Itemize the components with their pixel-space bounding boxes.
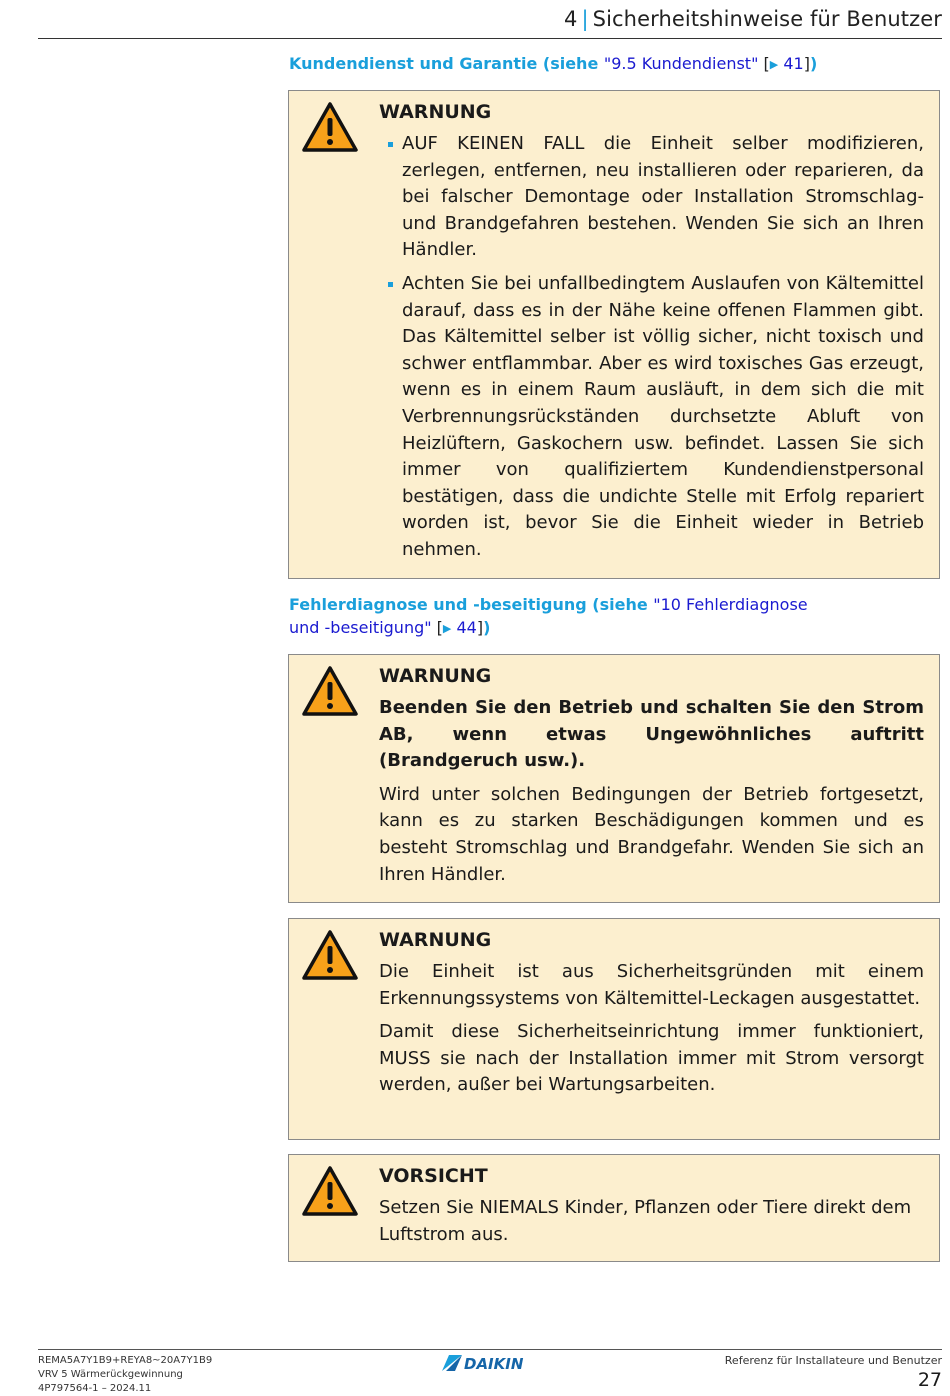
caution-text: Setzen Sie NIEMALS Kinder, Pflanzen oder Tiere direkt dem Luftstrom aus. [379,1197,912,1245]
daikin-logo [440,1354,540,1372]
page-marker-icon: ▶ [442,622,452,635]
bracket-open: [ [758,54,770,73]
warning-instruction: Beenden Sie den Betrieb und schalten Sie den Strom AB, wenn etwas Ungewöhnliches auftritt (Brandgeruch usw.). [379,697,924,772]
cross-reference-link[interactable]: "10 Fehlerdiagnose und -beseitigung" [289,595,808,637]
chapter-title: Sicherheitshinweise für Benutzer [592,7,942,31]
chapter-separator: | [581,7,589,31]
page-reference-link[interactable]: 41 [778,54,804,73]
page-number: 27 [917,1369,942,1391]
paren-close: ) [809,54,818,73]
warning-text: Die Einheit ist aus Sicherheitsgründen mit einem Erkennungssystems von Kältemittel-Leckagen ausgestattet. [379,961,924,1009]
heading-text: Kundendienst und Garantie (siehe [289,54,604,73]
warning-title: WARNUNG [379,665,492,687]
warning-title: WARNUNG [379,101,492,123]
warning-triangle-icon [301,665,359,717]
footer-document-info [38,1354,212,1396]
warning-title: WARNUNG [379,929,492,951]
caution-box [288,1154,940,1262]
section-heading-kundendienst [289,52,849,76]
header-title [564,7,942,31]
cross-reference-link[interactable]: "9.5 Kundendienst" [603,54,759,73]
chapter-number: 4 [564,7,578,31]
warning-triangle-icon [301,929,359,981]
product-name: VRV 5 Wärmerückgewinnung [38,1369,183,1380]
warning-triangle-icon [301,101,359,153]
warning-box [288,918,940,1140]
model-numbers: REMA5A7Y1B9+REYA8~20A7Y1B9 [38,1355,213,1366]
list-item: Achten Sie bei unfallbedingtem Auslaufen von Kältemittel darauf, dass es in der Nähe keine offenen Flammen gibt. Das Kältemittel selber ist völlig sicher, nicht toxisch und schwer entflammbar. Aber es wird toxisches Gas erzeugt, wenn es in einem Raum ausläuft, in dem sich die mit Verbrennungsrückständen durchsetzte Abluft von Heizlüftern, Gaskochern usw. befindet. Lassen Sie sich immer von qualifiziertem Kundendienstpersonal bestätigen, dass die undichte Stelle mit Erfolg repariert worden ist, bevor Sie die Einheit wieder in Betrieb nehmen. [379,271,924,564]
paren-close: ) [483,618,491,637]
bracket-close: ] [803,54,810,73]
caution-title: VORSICHT [379,1165,488,1187]
document-type: Referenz für Installateure und Benutzer [724,1354,942,1367]
bracket-close: ] [476,618,484,637]
list-item: AUF KEINEN FALL die Einheit selber modifizieren, zerlegen, entfernen, neu installieren oder reparieren, da bei falscher Demontage oder Installation Stromschlag- und Brandgefahren bestehen. Wenden Sie sich an Ihren Händler. [379,131,924,264]
footer-divider [38,1349,942,1350]
page-reference-link[interactable]: 44 [451,618,477,637]
page-marker-icon: ▶ [769,58,779,71]
warning-text: Damit diese Sicherheitseinrichtung immer funktioniert, MUSS sie nach der Installation immer mit Strom versorgt werden, außer bei Wartungsarbeiten. [379,1021,924,1096]
page-header [38,0,942,39]
section-heading-fehlerdiagnose [289,593,809,640]
warning-box [288,654,940,903]
bracket-open: [ [431,618,443,637]
heading-text: Fehlerdiagnose und -beseitigung (siehe [289,595,654,614]
warning-triangle-icon [301,1165,359,1217]
logo-text: DAIKIN [464,1355,524,1372]
warning-text: Wird unter solchen Bedingungen der Betrieb fortgesetzt, kann es zu starken Beschädigungen kommen und es besteht Stromschlag und Brandgefahr. Wenden Sie sich an Ihren Händler. [379,783,924,885]
document-code: 4P797564-1 – 2024.11 [38,1383,152,1394]
warning-box [288,90,940,579]
